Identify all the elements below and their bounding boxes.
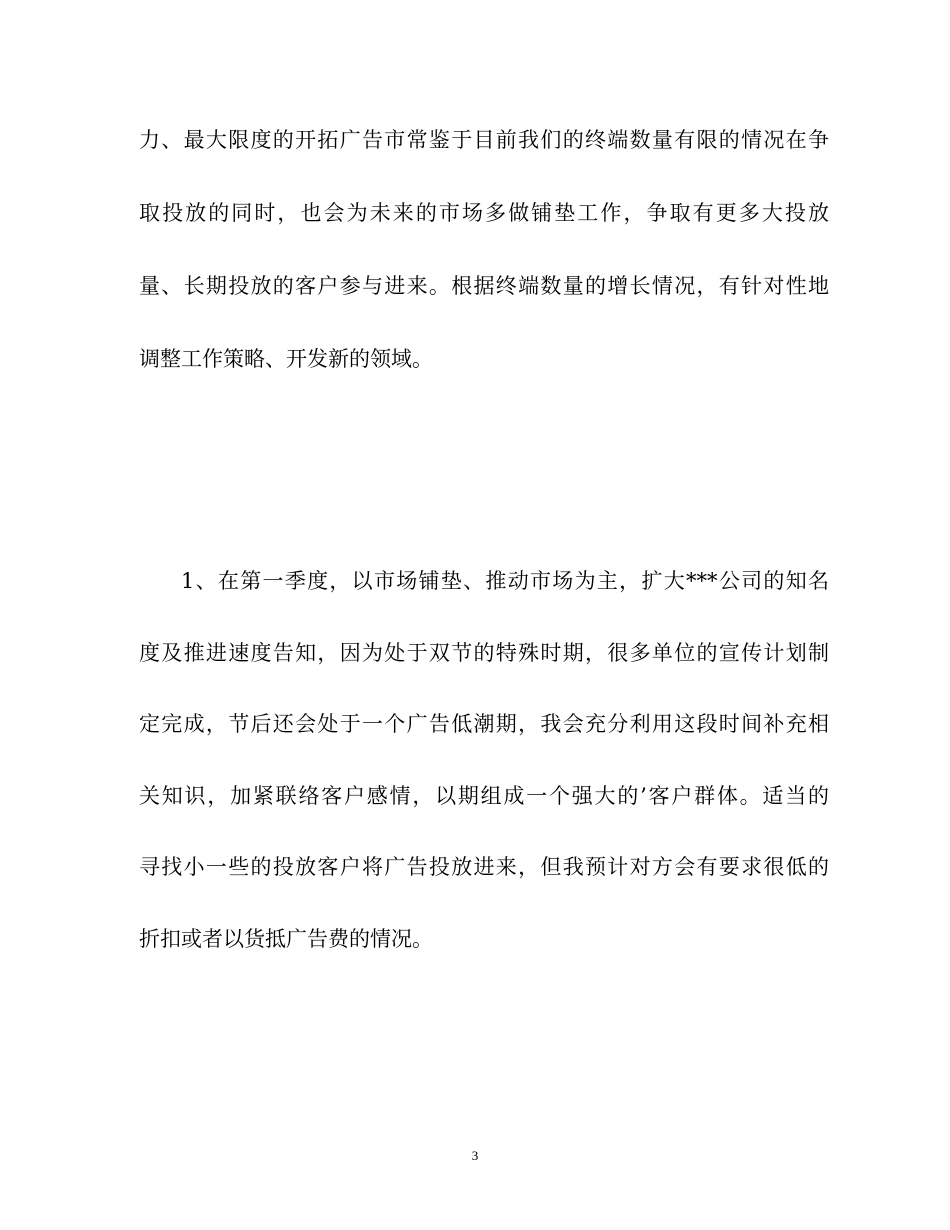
- paragraph-line: 定完成，节后还会处于一个广告低潮期，我会充分利用这段时间补充相: [139, 712, 829, 736]
- paragraph-continuation: [139, 122, 829, 414]
- paragraph-line: 折扣或者以货抵广告费的情况。: [139, 926, 433, 951]
- page-number: 3: [471, 1148, 479, 1163]
- paragraph-line: 寻找小一些的投放客户将广告投放进来，但我预计对方会有要求很低的: [139, 855, 829, 879]
- paragraph-line: 取投放的同时，也会为未来的市场多做铺垫工作，争取有更多大投放: [139, 201, 829, 225]
- paragraph-line: 1、在第一季度，以市场铺垫、推动市场为主，扩大***公司的知名: [181, 569, 829, 593]
- paragraph-line: 度及推进速度告知，因为处于双节的特殊时期，很多单位的宣传计划制: [139, 640, 829, 665]
- paragraph-line: 调整工作策略、开发新的领域。: [139, 347, 433, 371]
- paragraph-line: 关知识，加紧联络客户感情，以期组成一个强大的’客户群体。适当的: [139, 783, 829, 808]
- paragraph-line: 力、最大限度的开拓广告市常鉴于目前我们的终端数量有限的情况在争: [139, 128, 829, 152]
- paragraph-first-quarter: [139, 563, 829, 992]
- paragraph-line: 量、长期投放的客户参与进来。根据终端数量的增长情况，有针对性地: [139, 274, 829, 298]
